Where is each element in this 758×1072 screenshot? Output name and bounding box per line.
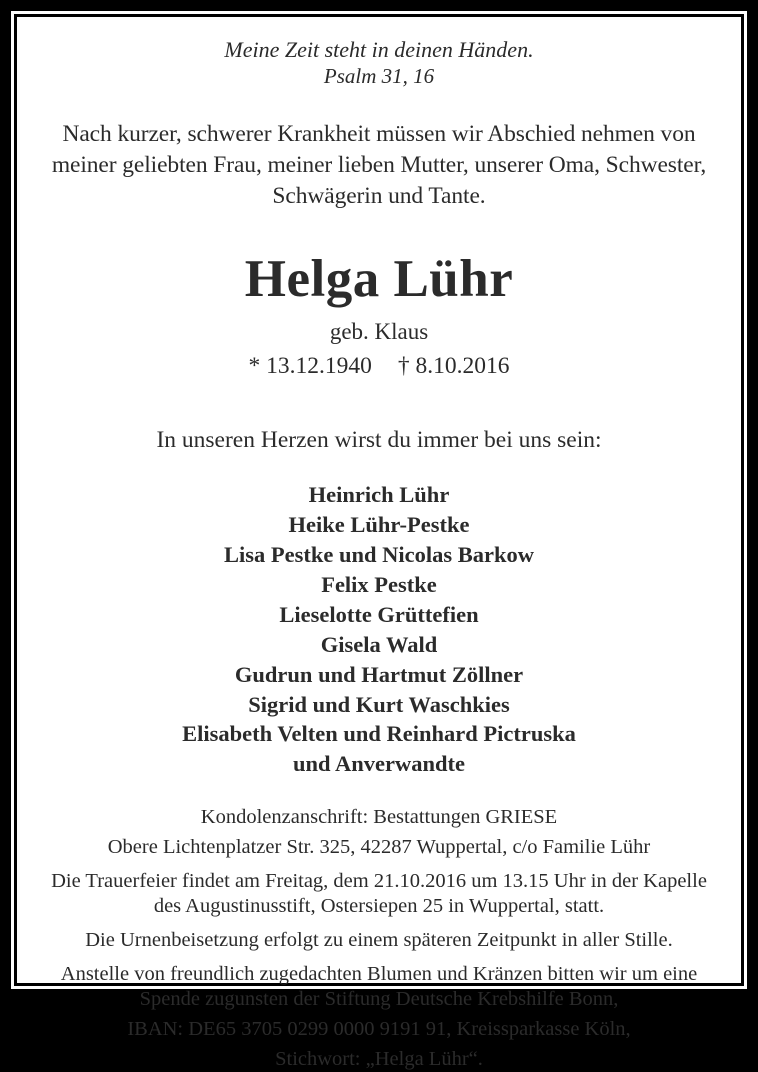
- list-item: und Anverwandte: [293, 751, 465, 777]
- bible-verse-reference: Psalm 31, 16: [323, 63, 435, 88]
- obituary-border-gap: [11, 11, 747, 1071]
- list-item: Heinrich Lühr: [308, 482, 450, 508]
- mourners-list: [43, 480, 715, 779]
- death-date: † 8.10.2016: [397, 352, 510, 379]
- list-item: Lieselotte Grüttefien: [279, 601, 479, 627]
- obituary-notice: [17, 17, 741, 1071]
- maiden-name: geb. Klaus: [329, 319, 429, 345]
- obituary-inner-border: [14, 14, 744, 1071]
- notice-footer: [43, 805, 715, 1072]
- condolence-address: Obere Lichtenplatzer Str. 325, 42287 Wuppertal, c/o Familie Lühr: [107, 836, 651, 859]
- announcement-text: Nach kurzer, schwerer Krankheit müssen wir Abschied nehmen von meiner geliebten Frau, meiner lieben Mutter, unserer Oma, Schwester, Schwägerin und Tante.: [51, 121, 707, 209]
- list-item: Gudrun und Hartmut Zöllner: [234, 661, 524, 687]
- memory-line: In unseren Herzen wirst du immer bei uns sein:: [156, 426, 602, 453]
- donation-request: Anstelle von freundlich zugedachten Blumen und Kränzen bitten wir um eine Spende zugunsten der Stiftung Deutsche Krebshilfe Bonn,: [60, 963, 698, 1011]
- donation-iban: IBAN: DE65 3705 0299 0000 9191 91, Kreissparkasse Köln,: [127, 1018, 631, 1041]
- birth-date: * 13.12.1940: [248, 352, 372, 379]
- condolence-label: Kondolenzanschrift: Bestattungen GRIESE: [200, 806, 558, 829]
- life-dates: [43, 352, 715, 380]
- deceased-name: Helga Lühr: [244, 250, 514, 309]
- list-item: Felix Pestke: [321, 571, 437, 597]
- list-item: Heike Lühr-Pestke: [288, 511, 470, 537]
- list-item: Elisabeth Velten und Reinhard Pictruska: [182, 721, 576, 747]
- funeral-service-info: Die Trauerfeier findet am Freitag, dem 21.10.2016 um 13.15 Uhr in der Kapelle des Augustinusstift, Ostersiepen 25 in Wuppertal, statt.: [51, 870, 707, 918]
- bible-verse: Meine Zeit steht in deinen Händen.: [224, 37, 534, 62]
- list-item: Sigrid und Kurt Waschkies: [248, 691, 510, 717]
- donation-reference: Stichwort: „Helga Lühr“.: [275, 1048, 483, 1071]
- list-item: Lisa Pestke und Nicolas Barkow: [223, 541, 535, 567]
- list-item: Gisela Wald: [320, 631, 438, 657]
- burial-info: Die Urnenbeisetzung erfolgt zu einem späteren Zeitpunkt in aller Stille.: [85, 929, 673, 952]
